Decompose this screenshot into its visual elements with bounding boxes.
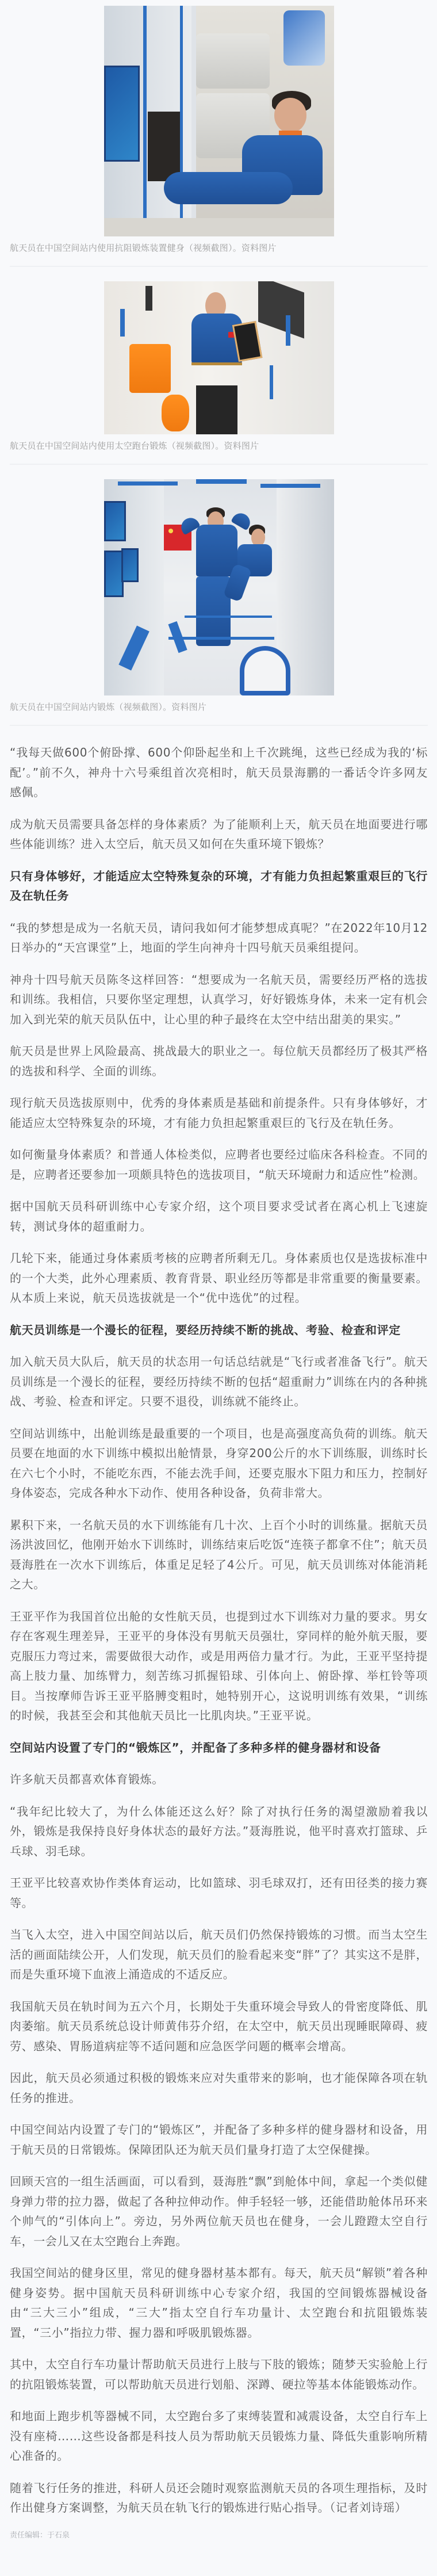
paragraph: 随着飞行任务的推进，科研人员还会随时观察监测航天员的各项生理指标，及时作出健身方案调整，为航天员在轨飞行的锻炼进行贴心指导。（记者刘诗瑶）	[10, 2481, 428, 2514]
divider	[10, 725, 428, 726]
paragraph: 王亚平作为我国首位出舱的女性航天员，也提到过水下训练对力量的要求。男女存在客观生理差异，王亚平的身体没有男航天员强壮，穿同样的舱外航天服，要克服压力弯过来，需要做很大动作，或是用两倍力量才行。为此，王亚平坚持提高上肢力量、加练臂力，刻苦练习抓握铅球、引体向上、俯卧撑、举杠铃等项目。当按摩师告诉王亚平胳膊变粗时，她特别开心，这说明训练有效果，“训练的时候，我甚至会和其他航天员比一比肌肉块。”王亚平说。	[10, 1609, 428, 1722]
paragraph: 我国空间站的健身区里，常见的健身器材基本都有。每天，航天员“解锁”着各种健身姿势。据中国航天员科研训练中心专家介绍，我国的空间锻炼器械设备由“三大三小”组成，“三大”指太空自行车功量计、太空跑台和抗阻锻炼装置，“三小”指拉力带、握力器和呼吸肌锻炼器。	[10, 2266, 428, 2340]
paragraph: “我的梦想是成为一名航天员，请问我如何才能梦想成真呢？”在2022年10月12日举办的“天宫课堂”上，地面的学生向神舟十四号航天员乘组提问。	[10, 920, 428, 954]
figure-3	[10, 479, 428, 726]
figure-caption: 航天员在中国空间站内使用太空跑台锻炼（视频截图）。资料图片	[10, 441, 259, 451]
paragraph: 因此，航天员必须通过积极的锻炼来应对失重带来的影响，也才能保障各项在轨任务的推进。	[10, 2071, 428, 2105]
section-heading: 只有身体够好，才能适应太空特殊复杂的环境，才有能力负担起繁重艰巨的飞行及在轨任务	[10, 869, 428, 903]
astronaut-treadmill-image	[104, 281, 334, 434]
paragraph: 航天员是世界上风险最高、挑战最大的职业之一。每位航天员都经历了极其严格的选拔和科学、全面的训练。	[10, 1044, 428, 1078]
paragraph: 空间站训练中，出舱训练是最重要的一个项目，也是高强度高负荷的训练。航天员要在地面的水下训练中模拟出舱情景，身穿200公斤的水下训练服，训练时长在六七个小时，不能吃东西，不能去洗手间，还要克服水下阻力和压力，控制好身体姿态，完成各种水下动作、使用各种设备，负荷非常大。	[10, 1426, 428, 1500]
figure-caption: 航天员在中国空间站内锻炼（视频截图）。资料图片	[10, 702, 207, 712]
paragraph: 几轮下来，能通过身体素质考核的应聘者所剩无几。身体素质也仅是选拔标准中的一个大类，此外心理素质、教育背景、职业经历等都是非常重要的衡量要素。从本质上来说，航天员选拔就是一个“优中选优”的过程。	[10, 1251, 428, 1305]
paragraph: 许多航天员都喜欢体育锻炼。	[10, 1772, 164, 1786]
figure-1	[10, 6, 428, 267]
paragraph: 中国空间站内设置了专门的“锻炼区”，并配备了多种多样的健身器材和设备，用于航天员的日常锻炼。保障团队还为航天员们量身打造了太空保健操。	[10, 2123, 428, 2157]
responsible-editor: 责任编辑：于石泉	[10, 2531, 70, 2540]
paragraph: “我年纪比较大了，为什么体能还这么好？除了对执行任务的渴望激励着我以外，锻炼是我保持良好身体状态的最好方法。”聂海胜说，他平时喜欢打篮球、乒乓球、羽毛球。	[10, 1804, 428, 1858]
paragraph: 现行航天员选拔原则中，优秀的身体素质是基础和前提条件。只有身体够好，才能适应太空特殊复杂的环境，才有能力负担起繁重艰巨的飞行及在轨任务。	[10, 1096, 428, 1130]
paragraph: 据中国航天员科研训练中心专家介绍，这个项目要求受试者在离心机上飞速旋转，测试身体的超重耐力。	[10, 1199, 428, 1233]
divider	[10, 266, 428, 267]
paragraph: 累积下来，一名航天员的水下训练能有几十次、上百个小时的训练量。据航天员汤洪波回忆，他刚开始水下训练时，训练结束后吃饭“连筷子都拿不住”；航天员聂海胜在一次水下训练后，体重足足轻了4公斤。可见，航天员训练对体能消耗之大。	[10, 1518, 428, 1591]
paragraph: 其中，太空自行车功量计帮助航天员进行上肢与下肢的锻炼；随梦天实验舱上行的抗阻锻炼装置，可以帮助航天员进行划船、深蹲、硬拉等基本体能锻炼动作。	[10, 2357, 428, 2391]
paragraph: 和地面上跑步机等器械不同，太空跑台多了束缚装置和减震设备，太空自行车上没有座椅……这些设备都是科技人员为帮助航天员锻炼力量、降低失重影响所精心准备的。	[10, 2409, 428, 2463]
paragraph: 王亚平比较喜欢协作类体育运动，比如篮球、羽毛球双打，还有田径类的接力赛等。	[10, 1876, 428, 1910]
paragraph: 加入航天员大队后，航天员的状态用一句话总结就是“飞行或者准备飞行”。航天员训练是一个漫长的征程，要经历持续不断的包括“超重耐力”训练在内的各种挑战、考验、检查和评定。只要不退役，训练就不能终止。	[10, 1355, 428, 1408]
astronaut-resistance-training-image	[104, 6, 334, 236]
paragraph: 成为航天员需要具备怎样的身体素质？为了能顺利上天，航天员在地面要进行哪些体能训练？进入太空后，航天员又如何在失重环境下锻炼？	[10, 817, 428, 851]
paragraph: 我国航天员在轨时间为五六个月，长期处于失重环境会导致人的骨密度降低、肌肉萎缩。航天员系统总设计师黄伟芬介绍，在太空中，航天员出现睡眠障碍、疲劳、感染、胃肠道病症等不适问题和应急医学问题的概率会增高。	[10, 1999, 428, 2053]
section-heading: 空间站内设置了专门的“锻炼区”，并配备了多种多样的健身器材和设备	[10, 1740, 381, 1755]
article-body	[10, 743, 428, 2518]
paragraph: 当飞入太空，进入中国空间站以后，航天员们仍然保持锻炼的习惯。而当太空生活的画面陆续公开，人们发现，航天员们的脸看起来变“胖”了？其实这不是胖，而是失重环境下血液上涌造成的不适反应。	[10, 1928, 428, 1981]
figure-caption: 航天员在中国空间站内使用抗阻锻炼装置健身（视频截图）。资料图片	[10, 243, 277, 253]
divider	[10, 464, 428, 465]
astronauts-exercise-zone-image	[104, 479, 334, 695]
figure-2	[10, 281, 428, 465]
paragraph: “我每天做600个俯卧撑、600个仰卧起坐和上千次跳绳，这些已经成为我的‘标配’。”前不久，神舟十六号乘组首次亮相时，航天员景海鹏的一番话令许多网友感佩。	[10, 746, 428, 799]
section-heading: 航天员训练是一个漫长的征程，要经历持续不断的挑战、考验、检查和评定	[10, 1323, 401, 1337]
paragraph: 神舟十四号航天员陈冬这样回答：“想要成为一名航天员，需要经历严格的选拔和训练。我相信，只要你坚定理想，认真学习，好好锻炼身体，未来一定有机会加入到光荣的航天员队伍中，让心里的种子最终在太空中结出甜美的果实。”	[10, 972, 428, 1026]
paragraph: 回顾天宫的一组生活画面，可以看到，聂海胜“飘”到舱体中间，拿起一个类似健身弹力带的拉力器，做起了各种拉伸动作。伸手轻轻一够，还能借助舱体吊环来个帅气的“引体向上”。旁边，另外两位航天员也在健身，一会儿蹬蹬太空自行车，一会儿又在太空跑台上奔跑。	[10, 2174, 428, 2248]
paragraph: 如何衡量身体素质？和普通人体检类似，应聘者也要经过临床各科检查。不同的是，应聘者还要参加一项颇具特色的选拔项目，“航天环境耐力和适应性”检测。	[10, 1148, 428, 1182]
